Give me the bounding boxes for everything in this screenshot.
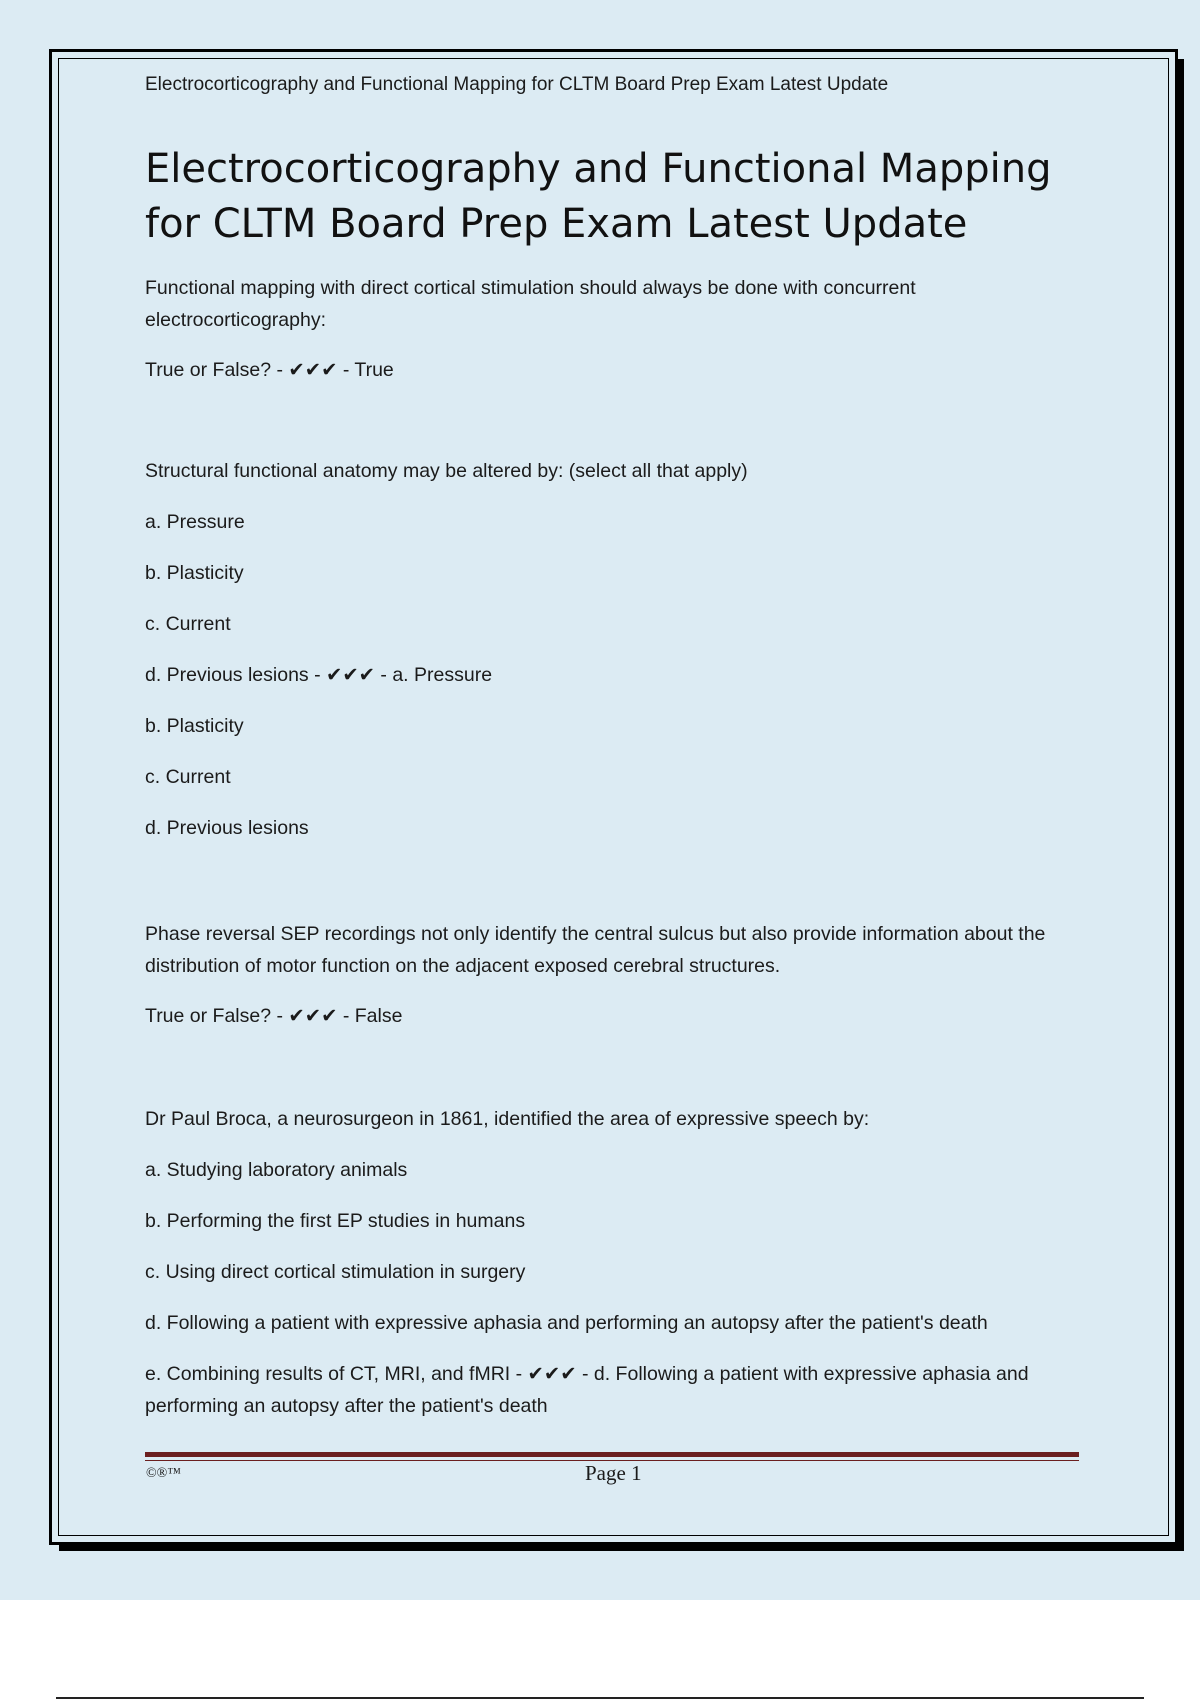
question-2-option-d-answer: d. Previous lesions - ✔✔✔ - a. Pressure xyxy=(145,664,493,686)
next-page-edge xyxy=(56,1697,1144,1699)
question-2-text: Structural functional anatomy may be altered by: (select all that apply) xyxy=(145,460,748,482)
question-4-option-b: b. Performing the first EP studies in humans xyxy=(145,1210,526,1232)
question-4-option-a: a. Studying laboratory animals xyxy=(145,1159,408,1181)
running-header: Electrocorticography and Functional Mapping for CLTM Board Prep Exam Latest Update xyxy=(145,74,889,95)
question-1 xyxy=(145,272,1080,386)
question-1-answer: True or False? - ✔✔✔ - True xyxy=(145,359,394,381)
question-2-answer-d: d. Previous lesions xyxy=(145,817,309,839)
question-4-option-d: d. Following a patient with expressive aphasia and performing an autopsy after the patient's death xyxy=(145,1312,988,1334)
question-3-text: Phase reversal SEP recordings not only identify the central sulcus but also provide information about the distribution of motor function on the adjacent exposed cerebral structures. xyxy=(145,923,1046,977)
question-2-answer-c: c. Current xyxy=(145,766,231,788)
page-number: Page 1 xyxy=(585,1461,642,1485)
document-title: Electrocorticography and Functional Mapping for CLTM Board Prep Exam Latest Update xyxy=(145,146,1052,247)
question-2-option-c: c. Current xyxy=(145,613,231,635)
question-4-option-c: c. Using direct cortical stimulation in surgery xyxy=(145,1261,526,1283)
question-3 xyxy=(145,918,1080,1032)
question-2-option-b: b. Plasticity xyxy=(145,562,244,584)
question-1-text: Functional mapping with direct cortical stimulation should always be done with concurrent electrocorticography: xyxy=(145,277,916,331)
question-4 xyxy=(145,1103,1080,1422)
question-3-answer: True or False? - ✔✔✔ - False xyxy=(145,1005,403,1027)
footer-copyright-symbols: ©®™ xyxy=(146,1466,181,1481)
question-2 xyxy=(145,455,1080,844)
question-2-option-a: a. Pressure xyxy=(145,511,245,533)
footer-divider-thick xyxy=(145,1452,1079,1457)
question-4-text: Dr Paul Broca, a neurosurgeon in 1861, identified the area of expressive speech by: xyxy=(145,1108,870,1130)
question-4-option-e-answer: e. Combining results of CT, MRI, and fMRI - ✔✔✔ - d. Following a patient with expressive aphasia and performing an autopsy after the patient's death xyxy=(145,1363,1029,1417)
question-2-answer-b: b. Plasticity xyxy=(145,715,244,737)
